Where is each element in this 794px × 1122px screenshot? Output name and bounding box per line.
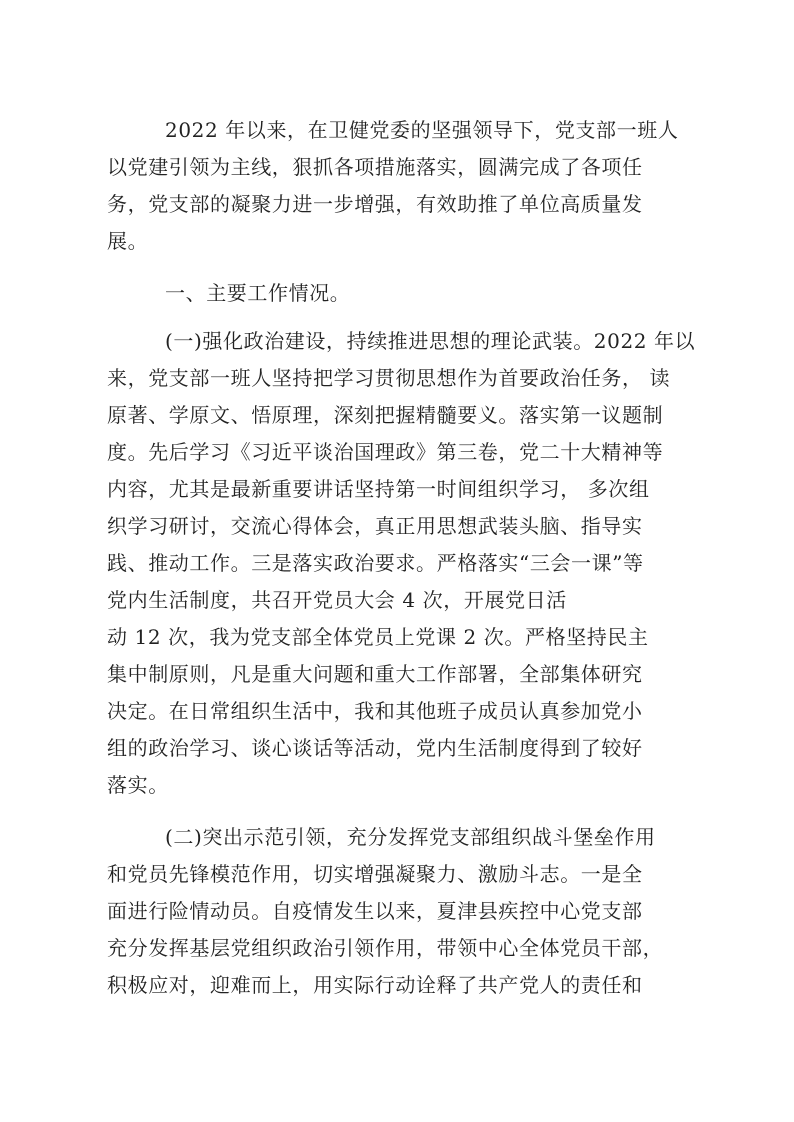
text-line: 织学习研讨，交流心得体会，真正用思想武装头脑、指导实 <box>107 514 643 538</box>
text-line: 决定。在日常组织生活中，我和其他班子成员认真参加党小 <box>107 699 643 723</box>
text-line: 原著、学原文、悟原理，深刻把握精髓要义。落实第一议题制 <box>107 403 664 427</box>
text-line: 党内生活制度，共召开党员大会 4 次，开展党日活 <box>107 588 567 612</box>
text-line: 来，党支部一班人坚持把学习贯彻思想作为首要政治任务， 读 <box>107 366 671 390</box>
text-line: 面进行险情动员。自疫情发生以来，夏津县疾控中心党支部 <box>107 899 643 923</box>
text-line: 组的政治学习、谈心谈话等活动，党内生活制度得到了较好 <box>107 736 643 760</box>
text-line: 集中制原则，凡是重大问题和重大工作部署，全部集体研究 <box>107 662 643 686</box>
text-line: 2022 年以来，在卫健党委的坚强领导下，党支部一班人 <box>165 118 679 142</box>
text-line: 和党员先锋模范作用，切实增强凝聚力、激励斗志。一是全 <box>107 862 643 886</box>
text-line: 内容，尤其是最新重要讲话坚持第一时间组织学习， 多次组 <box>107 477 650 501</box>
text-line: 落实。 <box>107 773 169 797</box>
text-line: (二)突出示范引领，充分发挥党支部组织战斗堡垒作用 <box>165 825 656 849</box>
text-line: 务，党支部的凝聚力进一步增强，有效助推了单位高质量发 <box>107 192 643 216</box>
text-line: 度。先后学习《习近平谈治国理政》第三卷，党二十大精神等 <box>107 440 664 464</box>
text-line: 动 12 次，我为党支部全体党员上党课 2 次。严格坚持民主 <box>107 625 649 649</box>
text-line: 积极应对，迎难而上，用实际行动诠释了共产党人的责任和 <box>107 973 643 997</box>
text-line: 践、推动工作。三是落实政治要求。严格落实“三会一课”等 <box>107 551 644 575</box>
text-line: 一、主要工作情况。 <box>165 281 351 305</box>
text-line: 展。 <box>107 229 149 253</box>
text-line: (一)强化政治建设，持续推进思想的理论武装。2022 年以 <box>165 329 696 353</box>
text-line: 充分发挥基层党组织政治引领作用，带领中心全体党员干部， <box>107 936 664 960</box>
text-line: 以党建引领为主线，狠抓各项措施落实，圆满完成了各项任 <box>107 155 643 179</box>
